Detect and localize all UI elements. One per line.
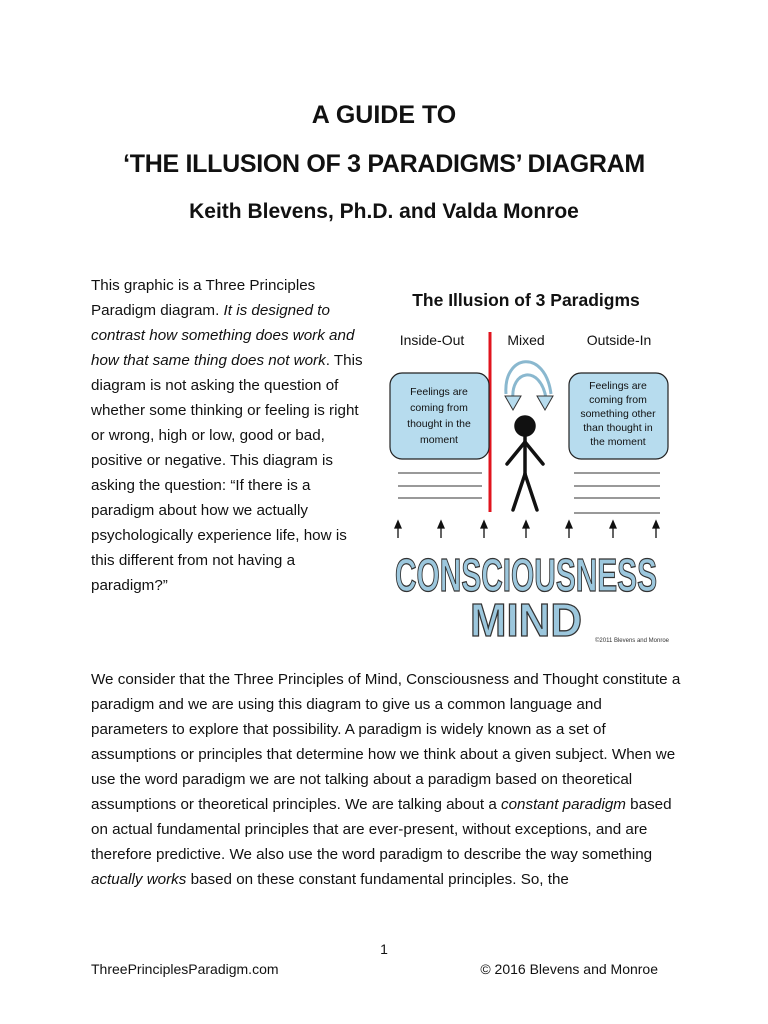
- box-right-line-5: the moment: [590, 436, 646, 448]
- document-title-line1: A GUIDE TO: [311, 101, 457, 129]
- document-authors: Keith Blevens, Ph.D. and Valda Monroe: [189, 200, 579, 223]
- paradigms-diagram-svg: [385, 282, 675, 650]
- intro-paragraph: [91, 273, 369, 598]
- footer-website: ThreePrinciplesParadigm.com: [91, 961, 279, 977]
- column-label-mixed: Mixed: [507, 332, 545, 348]
- up-arrows-icon: [395, 521, 659, 538]
- intro-text-1: This graphic is a Three Principles Paradigm diagram.: [91, 277, 316, 319]
- footer-copyright: © 2016 Blevens and Monroe: [480, 961, 658, 977]
- body-text-1: We consider that the Three Principles of Mind, Consciousness and Thought constitute a paradigm and we are using this diagram to give us a common language and parameters to explore that possibility. A paradigm is widely known as a set of assumptions or principles that determine how we think about a given subject. When we use the word paradigm we are not talking about a paradigm based on theoretical assumptions or theoretical principles. We are talking about a: [91, 671, 681, 813]
- arc-arrows-icon: [505, 362, 553, 410]
- body-italic-constant-paradigm: constant paradigm: [501, 796, 626, 813]
- intro-italic-text: It is designed to contrast how something does work and how that same thing does not work: [91, 302, 355, 369]
- page-number: 1: [380, 941, 388, 957]
- column-label-outside-in: Outside-In: [586, 332, 652, 348]
- consciousness-word: CONSCIOUSNESS: [395, 549, 657, 601]
- document-title-line2: ‘THE ILLUSION OF 3 PARADIGMS’ DIAGRAM: [123, 150, 645, 178]
- box-left-line-4: moment: [420, 434, 458, 446]
- stick-figure-icon: [507, 417, 543, 510]
- blank-lines-left: [398, 473, 482, 498]
- diagram-copyright: ©2011 Blevens and Monroe: [594, 638, 669, 644]
- paradigms-diagram: [385, 282, 675, 650]
- box-right-line-2: coming from: [589, 394, 647, 406]
- diagram-title: The Illusion of 3 Paradigms: [412, 290, 640, 310]
- title-block: [0, 92, 768, 234]
- box-left-line-3: thought in the: [407, 418, 471, 430]
- body-paragraph: [91, 667, 681, 892]
- box-left-line-1: Feelings are: [410, 386, 468, 398]
- body-text-3: based on these constant fundamental principles. So, the: [186, 871, 569, 888]
- blank-lines-right: [574, 473, 660, 513]
- column-label-inside-out: Inside-Out: [399, 332, 465, 348]
- box-right-line-4: than thought in: [583, 422, 653, 434]
- body-italic-actually-works: actually works: [91, 871, 187, 888]
- intro-text-2: . This diagram is not asking the question of whether some thinking or feeling is right or wrong, high or low, good or bad, positive or negative. This diagram is asking the question: “If there is a paradigm about how we actually psychologically experience life, how is this different from not having a paradigm?”: [91, 352, 363, 594]
- box-right-line-1: Feelings are: [589, 380, 647, 392]
- box-left-line-2: coming from: [410, 402, 468, 414]
- mind-word: MIND: [470, 594, 582, 646]
- body-text-2: based on actual fundamental principles that are ever-present, without exceptions, and are therefore predictive. We also use the word paradigm to describe the way something: [91, 796, 672, 863]
- box-right-line-3: something other: [580, 408, 656, 420]
